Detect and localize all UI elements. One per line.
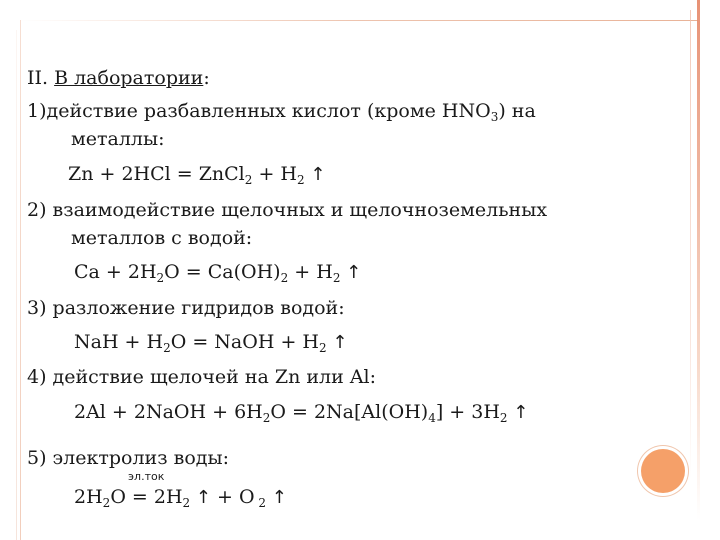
frame-left-thin-line bbox=[16, 30, 17, 540]
item-4: 4) действие щелочей на Zn или Al: bbox=[27, 366, 377, 388]
item-1-line-2: металлы: bbox=[71, 128, 165, 150]
up-arrow-icon: ↑ bbox=[326, 332, 348, 353]
section-heading bbox=[27, 66, 210, 90]
equation-5: $2H_2O = 2H_2$ ↑ + O $_2$ ↑ bbox=[74, 486, 287, 510]
section-title: В лаборатории bbox=[54, 67, 204, 89]
item-3: 3) разложение гидридов водой: bbox=[27, 297, 345, 319]
frame-right-thin-line bbox=[690, 10, 691, 480]
up-arrow-icon: ↑ bbox=[340, 262, 362, 283]
item-2-line-1: 2) взаимодействие щелочных и щелочноземельных bbox=[27, 199, 548, 221]
decorative-circle-icon bbox=[641, 449, 685, 493]
frame-top-line bbox=[18, 20, 698, 21]
frame-right-line bbox=[697, 0, 700, 520]
item-2-line-2: металлов с водой: bbox=[71, 227, 253, 249]
up-arrow-icon: ↑ bbox=[507, 402, 529, 423]
section-colon: : bbox=[203, 67, 210, 89]
up-arrow-icon: ↑ bbox=[190, 487, 211, 508]
up-arrow-icon: ↑ bbox=[304, 164, 326, 185]
equation-2: $Ca + 2H_2O = Ca(OH)_2 + H_2$ ↑ bbox=[74, 261, 362, 285]
frame-left-line bbox=[20, 20, 21, 540]
electric-current-label: эл.ток bbox=[128, 470, 165, 483]
equation-1: Zn + 2HCl = ZnCl$_2$ + $H_2$ ↑ bbox=[68, 163, 326, 187]
up-arrow-icon: ↑ bbox=[266, 487, 287, 508]
item-5: 5) электролиз воды: bbox=[27, 447, 229, 469]
equation-3: NaH + $H_2O$ = NaOH + $H_2$ ↑ bbox=[74, 331, 348, 355]
equation-4: 2Al + 2NaOH + $6H_2O = 2Na[Al(OH)_4] + 3H_2$ ↑ bbox=[74, 401, 529, 425]
section-number: II. bbox=[27, 67, 49, 89]
item-1-line-1: 1)действие разбавленных кислот (кроме $HNO_3$) на bbox=[27, 100, 536, 124]
